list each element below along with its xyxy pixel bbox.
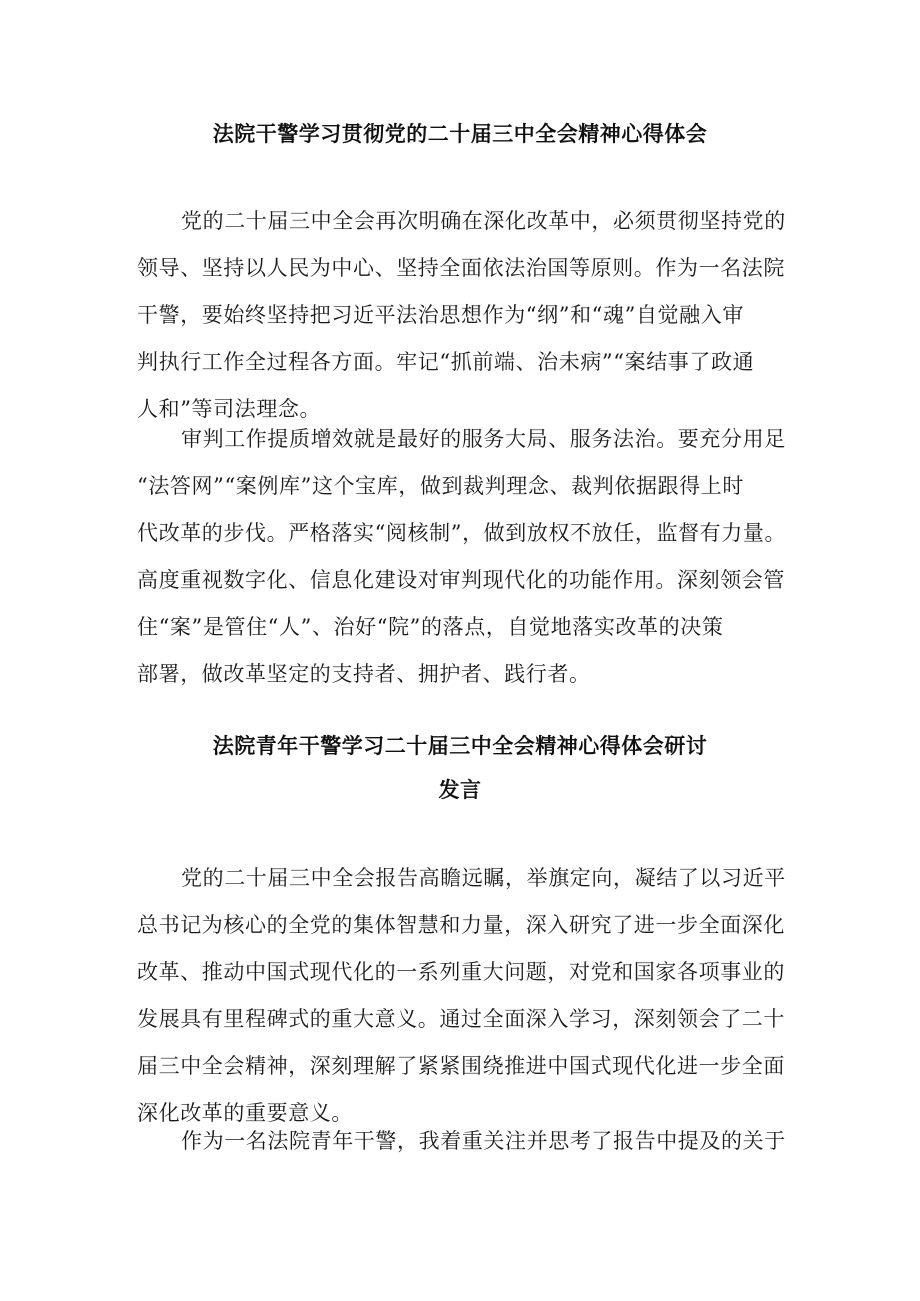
text-line: 党的二十届三中全会再次明确在深化改革中，必须贯彻坚持党的 (181, 209, 786, 233)
text-line: 深化改革的重要意义。 (137, 1101, 353, 1125)
section2-title (0, 724, 920, 812)
text-line: 总书记为核心的全党的集体智慧和力量，深入研究了进一步全面深化 (137, 913, 785, 937)
section2-paragraph-2 (137, 1118, 797, 1165)
text-line: 代改革的步伐。严格落实“阅核制”，做到放权不放任，监督有力量。 (137, 521, 787, 545)
text-line: 干警，要始终坚持把习近平法治思想作为“纲”和“魂”自觉融入审 (137, 303, 744, 327)
text-line: 审判工作提质增效就是最好的服务大局、服务法治。要充分用足 (181, 427, 786, 451)
section2-title-line: 发言 (438, 778, 482, 802)
section1-paragraph-2 (137, 416, 797, 698)
section1-paragraph-1 (137, 198, 797, 433)
section1-title: 法院干警学习贯彻党的二十届三中全会精神心得体会 (212, 122, 708, 146)
text-line: 作为一名法院青年干警，我着重关注并思考了报告中提及的关于 (181, 1129, 786, 1153)
section2-paragraph-1 (137, 855, 797, 1137)
text-line: 人和”等司法理念。 (137, 397, 322, 421)
section2-title-line: 法院青年干警学习二十届三中全会精神心得体会研讨 (212, 734, 708, 758)
text-line: 判执行工作全过程各方面。牢记“抓前端、治未病”“案结事了政通 (137, 350, 755, 374)
text-line: 届三中全会精神，深刻理解了紧紧围绕推进中国式现代化进一步全面 (137, 1054, 785, 1078)
text-line: 党的二十届三中全会报告高瞻远瞩，举旗定向，凝结了以习近平 (181, 866, 786, 890)
text-line: 高度重视数字化、信息化建设对审判现代化的功能作用。深刻领会管 (137, 568, 785, 592)
text-line: 部署，做改革坚定的支持者、拥护者、践行者。 (137, 662, 591, 686)
text-line: 发展具有里程碑式的重大意义。通过全面深入学习，深刻领会了二十 (137, 1007, 785, 1031)
text-line: 改革、推动中国式现代化的一系列重大问题，对党和国家各项事业的 (137, 960, 785, 984)
text-line: “法答网”“案例库”这个宝库，做到裁判理念、裁判依据跟得上时 (137, 474, 744, 498)
text-line: 领导、坚持以人民为中心、坚持全面依法治国等原则。作为一名法院 (137, 256, 785, 280)
text-line: 住“案”是管住“人”、治好“院”的落点，自觉地落实改革的决策 (137, 615, 724, 639)
